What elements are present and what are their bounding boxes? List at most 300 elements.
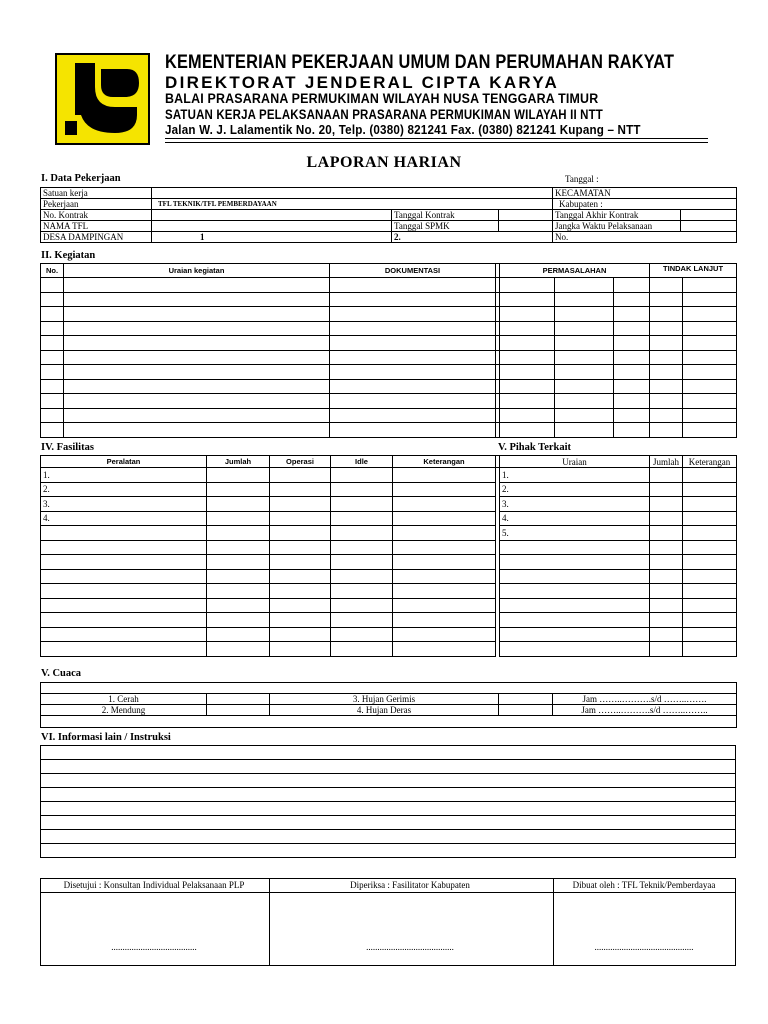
col-peralatan-header: Peralatan bbox=[41, 456, 207, 468]
fasilitas-row[interactable] bbox=[41, 584, 737, 599]
fasilitas-cell[interactable] bbox=[207, 526, 270, 541]
pihak-cell[interactable] bbox=[683, 468, 737, 483]
kegiatan-cell[interactable] bbox=[555, 379, 614, 394]
kegiatan-cell[interactable] bbox=[64, 408, 330, 423]
cuaca-mendung-label: 2. Mendung bbox=[41, 705, 207, 716]
kegiatan-cell[interactable] bbox=[683, 394, 737, 409]
fasilitas-cell[interactable] bbox=[393, 627, 496, 642]
fasilitas-row[interactable] bbox=[41, 526, 737, 541]
pihak-cell[interactable]: 4. bbox=[500, 511, 650, 526]
pihak-cell[interactable] bbox=[650, 497, 683, 512]
kegiatan-cell[interactable] bbox=[64, 365, 330, 380]
informasi-line[interactable] bbox=[41, 746, 736, 760]
kegiatan-cell[interactable] bbox=[614, 394, 650, 409]
section-informasi-title: VI. Informasi lain / Instruksi bbox=[41, 732, 171, 743]
pihak-cell[interactable] bbox=[500, 540, 650, 555]
disetujui-signature-line[interactable]: ...................................... bbox=[111, 942, 197, 952]
fasilitas-cell[interactable] bbox=[270, 555, 331, 570]
col-uraian-header: Uraian kegiatan bbox=[64, 264, 330, 278]
kegiatan-cell[interactable] bbox=[614, 365, 650, 380]
fasilitas-cell[interactable] bbox=[41, 642, 207, 657]
informasi-line[interactable] bbox=[41, 760, 736, 774]
kegiatan-cell[interactable] bbox=[330, 307, 496, 322]
kegiatan-cell[interactable] bbox=[614, 278, 650, 293]
tanggal-spmk-label: Tanggal SPMK bbox=[392, 221, 499, 232]
dibuat-label: Dibuat oleh : TFL Teknik/Pemberdayaa bbox=[572, 880, 716, 890]
satuan-kerja-label: Satuan kerja bbox=[41, 188, 152, 199]
informasi-line[interactable] bbox=[41, 816, 736, 830]
fasilitas-cell[interactable]: 4. bbox=[41, 511, 207, 526]
kegiatan-cell[interactable] bbox=[64, 350, 330, 365]
tanggal-akhir-field[interactable] bbox=[681, 210, 737, 221]
pihak-cell[interactable] bbox=[650, 598, 683, 613]
pihak-cell[interactable] bbox=[500, 627, 650, 642]
desa-2[interactable]: 2. bbox=[392, 232, 553, 243]
kegiatan-cell[interactable] bbox=[500, 307, 555, 322]
fasilitas-cell[interactable] bbox=[207, 642, 270, 657]
section-fasilitas-title: IV. Fasilitas bbox=[41, 442, 94, 453]
kegiatan-cell[interactable] bbox=[555, 321, 614, 336]
kegiatan-cell[interactable] bbox=[500, 321, 555, 336]
kegiatan-cell[interactable] bbox=[500, 278, 555, 293]
kegiatan-cell[interactable] bbox=[650, 307, 683, 322]
kegiatan-cell[interactable] bbox=[614, 350, 650, 365]
fasilitas-cell[interactable] bbox=[270, 511, 331, 526]
col-dokumentasi-header: DOKUMENTASI bbox=[330, 264, 496, 278]
fasilitas-cell[interactable] bbox=[207, 627, 270, 642]
balai-name: BALAI PRASARANA PERMUKIMAN WILAYAH NUSA TENGGARA TIMUR bbox=[165, 91, 599, 106]
fasilitas-row[interactable] bbox=[41, 497, 737, 512]
diperiksa-label: Diperiksa : Fasilitator Kabupaten bbox=[350, 880, 470, 890]
fasilitas-cell[interactable] bbox=[331, 613, 393, 628]
diperiksa-signature-line[interactable]: ....................................... bbox=[366, 942, 454, 952]
fasilitas-cell[interactable] bbox=[207, 584, 270, 599]
fasilitas-cell[interactable] bbox=[270, 642, 331, 657]
kegiatan-cell[interactable] bbox=[555, 292, 614, 307]
kegiatan-cell[interactable] bbox=[64, 423, 330, 438]
cuaca-jam-1[interactable]: Jam ……..……….s/d ……..……. bbox=[553, 694, 737, 705]
informasi-line[interactable] bbox=[41, 802, 736, 816]
fasilitas-cell[interactable] bbox=[331, 511, 393, 526]
fasilitas-cell[interactable] bbox=[41, 555, 207, 570]
kegiatan-row[interactable] bbox=[41, 307, 737, 322]
kecamatan-label: KECAMATAN bbox=[553, 188, 737, 199]
jangka-waktu-field[interactable] bbox=[681, 221, 737, 232]
pihak-cell[interactable] bbox=[683, 511, 737, 526]
tanggal-spmk-field[interactable] bbox=[499, 221, 553, 232]
pihak-cell[interactable] bbox=[650, 627, 683, 642]
fasilitas-row[interactable] bbox=[41, 555, 737, 570]
pihak-cell[interactable] bbox=[500, 555, 650, 570]
pihak-cell[interactable]: 1. bbox=[500, 468, 650, 483]
fasilitas-cell[interactable] bbox=[270, 526, 331, 541]
kegiatan-cell[interactable] bbox=[500, 408, 555, 423]
kegiatan-cell[interactable] bbox=[500, 365, 555, 380]
kegiatan-cell[interactable] bbox=[41, 350, 64, 365]
cuaca-jam-2[interactable]: Jam ……..……….s/d ……..…….. bbox=[553, 705, 737, 716]
kegiatan-cell[interactable] bbox=[650, 321, 683, 336]
fasilitas-cell[interactable] bbox=[41, 584, 207, 599]
kegiatan-cell[interactable] bbox=[555, 423, 614, 438]
pihak-cell[interactable] bbox=[683, 555, 737, 570]
satuan-kerja-field[interactable] bbox=[152, 188, 553, 199]
fasilitas-cell[interactable] bbox=[331, 468, 393, 483]
kegiatan-row[interactable] bbox=[41, 423, 737, 438]
kegiatan-cell[interactable] bbox=[683, 350, 737, 365]
kegiatan-cell[interactable] bbox=[330, 292, 496, 307]
tanggal-label: Tanggal : bbox=[565, 174, 599, 184]
col-operasi-header: Operasi bbox=[270, 456, 331, 468]
informasi-row[interactable] bbox=[41, 760, 736, 774]
pihak-cell[interactable] bbox=[500, 642, 650, 657]
desa-label: DESA DAMPINGAN bbox=[41, 232, 152, 243]
section-cuaca-title: V. Cuaca bbox=[41, 668, 82, 679]
fasilitas-cell[interactable] bbox=[207, 540, 270, 555]
kegiatan-cell[interactable] bbox=[614, 292, 650, 307]
col-permasalahan-header: PERMASALAHAN bbox=[500, 264, 650, 278]
kegiatan-cell[interactable] bbox=[41, 336, 64, 351]
fasilitas-row[interactable] bbox=[41, 511, 737, 526]
fasilitas-cell[interactable] bbox=[207, 598, 270, 613]
pihak-cell[interactable] bbox=[500, 584, 650, 599]
kegiatan-cell[interactable] bbox=[650, 292, 683, 307]
informasi-row[interactable] bbox=[41, 844, 736, 858]
cuaca-deras-label: 4. Hujan Deras bbox=[270, 705, 499, 716]
kegiatan-cell[interactable] bbox=[683, 379, 737, 394]
informasi-line[interactable] bbox=[41, 830, 736, 844]
kegiatan-cell[interactable] bbox=[555, 307, 614, 322]
fasilitas-cell[interactable] bbox=[331, 526, 393, 541]
fasilitas-cell[interactable] bbox=[393, 526, 496, 541]
fasilitas-cell[interactable] bbox=[393, 497, 496, 512]
nama-tfl-label: NAMA TFL bbox=[41, 221, 152, 232]
kegiatan-cell[interactable] bbox=[64, 379, 330, 394]
kegiatan-cell[interactable] bbox=[500, 394, 555, 409]
pihak-cell[interactable]: 3. bbox=[500, 497, 650, 512]
fasilitas-cell[interactable] bbox=[331, 482, 393, 497]
tanggal-kontrak-field[interactable] bbox=[499, 210, 553, 221]
fasilitas-cell[interactable] bbox=[270, 627, 331, 642]
office-address: Jalan W. J. Lalamentik No. 20, Telp. (0380) 821241 Fax. (0380) 821241 Kupang – NTT bbox=[165, 123, 641, 137]
fasilitas-cell[interactable]: 1. bbox=[41, 468, 207, 483]
fasilitas-cell[interactable] bbox=[393, 598, 496, 613]
col-keterangan-header: Keterangan bbox=[393, 456, 496, 468]
dibuat-signature-line[interactable]: ............................................ bbox=[594, 942, 694, 952]
fasilitas-row[interactable] bbox=[41, 569, 737, 584]
fasilitas-cell[interactable] bbox=[331, 497, 393, 512]
informasi-row[interactable] bbox=[41, 816, 736, 830]
informasi-row[interactable] bbox=[41, 830, 736, 844]
kegiatan-cell[interactable] bbox=[500, 350, 555, 365]
kegiatan-cell[interactable] bbox=[64, 336, 330, 351]
kegiatan-row[interactable] bbox=[41, 379, 737, 394]
fasilitas-cell[interactable] bbox=[393, 642, 496, 657]
pihak-cell[interactable] bbox=[650, 511, 683, 526]
col-no-header: No. bbox=[41, 264, 64, 278]
pekerjaan-label: Pekerjaan bbox=[41, 199, 152, 210]
pihak-cell[interactable] bbox=[683, 540, 737, 555]
kegiatan-cell[interactable] bbox=[650, 278, 683, 293]
pihak-cell[interactable] bbox=[683, 497, 737, 512]
fasilitas-cell[interactable] bbox=[270, 598, 331, 613]
fasilitas-cell[interactable] bbox=[270, 468, 331, 483]
kegiatan-cell[interactable] bbox=[650, 394, 683, 409]
col-tindak-lanjut-header: TINDAK LANJUT bbox=[650, 264, 737, 278]
cuaca-gerimis-check[interactable] bbox=[499, 694, 553, 705]
kegiatan-cell[interactable] bbox=[41, 423, 64, 438]
kegiatan-cell[interactable] bbox=[683, 278, 737, 293]
kegiatan-cell[interactable] bbox=[330, 408, 496, 423]
fasilitas-cell[interactable] bbox=[41, 613, 207, 628]
kegiatan-row[interactable] bbox=[41, 394, 737, 409]
fasilitas-cell[interactable] bbox=[270, 482, 331, 497]
fasilitas-cell[interactable] bbox=[270, 497, 331, 512]
kegiatan-cell[interactable] bbox=[683, 321, 737, 336]
kegiatan-cell[interactable] bbox=[650, 336, 683, 351]
fasilitas-table bbox=[40, 455, 737, 657]
fasilitas-cell[interactable] bbox=[393, 555, 496, 570]
kegiatan-cell[interactable] bbox=[41, 321, 64, 336]
kegiatan-row[interactable] bbox=[41, 350, 737, 365]
kegiatan-cell[interactable] bbox=[614, 307, 650, 322]
kegiatan-cell[interactable] bbox=[555, 365, 614, 380]
fasilitas-cell[interactable] bbox=[393, 511, 496, 526]
pihak-cell[interactable] bbox=[650, 584, 683, 599]
kegiatan-row[interactable] bbox=[41, 336, 737, 351]
pihak-cell[interactable] bbox=[683, 482, 737, 497]
no-kontrak-field[interactable] bbox=[152, 210, 392, 221]
kegiatan-cell[interactable] bbox=[614, 379, 650, 394]
pihak-cell[interactable]: 2. bbox=[500, 482, 650, 497]
kegiatan-cell[interactable] bbox=[500, 292, 555, 307]
pihak-cell[interactable] bbox=[650, 482, 683, 497]
kegiatan-cell[interactable] bbox=[41, 365, 64, 380]
informasi-line[interactable] bbox=[41, 788, 736, 802]
fasilitas-cell[interactable] bbox=[393, 468, 496, 483]
fasilitas-cell[interactable] bbox=[207, 555, 270, 570]
fasilitas-cell[interactable] bbox=[41, 569, 207, 584]
kegiatan-cell[interactable] bbox=[650, 365, 683, 380]
kegiatan-cell[interactable] bbox=[555, 336, 614, 351]
kegiatan-cell[interactable] bbox=[330, 321, 496, 336]
fasilitas-cell[interactable] bbox=[331, 540, 393, 555]
fasilitas-row[interactable] bbox=[41, 482, 737, 497]
fasilitas-cell[interactable] bbox=[270, 569, 331, 584]
fasilitas-cell[interactable] bbox=[393, 482, 496, 497]
fasilitas-cell[interactable] bbox=[393, 613, 496, 628]
fasilitas-cell[interactable] bbox=[207, 613, 270, 628]
pihak-cell[interactable] bbox=[683, 569, 737, 584]
fasilitas-cell[interactable]: 2. bbox=[41, 482, 207, 497]
fasilitas-cell[interactable] bbox=[393, 540, 496, 555]
col-keterangan-pihak-header: Keterangan bbox=[683, 456, 737, 468]
kabupaten-label: Kabupaten : bbox=[553, 199, 737, 210]
kegiatan-cell[interactable] bbox=[555, 278, 614, 293]
fasilitas-row[interactable] bbox=[41, 540, 737, 555]
kegiatan-cell[interactable] bbox=[650, 379, 683, 394]
kegiatan-table bbox=[40, 263, 737, 438]
signature-header-rule bbox=[40, 892, 736, 893]
informasi-row[interactable] bbox=[41, 746, 736, 760]
pihak-cell[interactable] bbox=[683, 584, 737, 599]
desa-1[interactable]: 1 bbox=[152, 232, 392, 243]
kegiatan-cell[interactable] bbox=[650, 350, 683, 365]
disetujui-label: Disetujui : Konsultan Individual Pelaksanaan PLP bbox=[63, 880, 245, 890]
pihak-cell[interactable] bbox=[650, 540, 683, 555]
fasilitas-cell[interactable] bbox=[393, 569, 496, 584]
cuaca-gerimis-label: 3. Hujan Gerimis bbox=[270, 694, 499, 705]
kegiatan-cell[interactable] bbox=[41, 408, 64, 423]
informasi-row[interactable] bbox=[41, 802, 736, 816]
fasilitas-cell[interactable] bbox=[393, 584, 496, 599]
kegiatan-cell[interactable] bbox=[650, 408, 683, 423]
kegiatan-cell[interactable] bbox=[330, 423, 496, 438]
kegiatan-cell[interactable] bbox=[41, 394, 64, 409]
pihak-cell[interactable] bbox=[683, 627, 737, 642]
fasilitas-row[interactable] bbox=[41, 598, 737, 613]
fasilitas-cell[interactable] bbox=[331, 598, 393, 613]
jangka-waktu-label: Jangka Waktu Pelaksanaan bbox=[553, 221, 681, 232]
kegiatan-cell[interactable] bbox=[64, 292, 330, 307]
cuaca-mendung-check[interactable] bbox=[207, 705, 270, 716]
desa-no[interactable]: No. bbox=[553, 232, 737, 243]
kegiatan-cell[interactable] bbox=[555, 408, 614, 423]
fasilitas-row[interactable] bbox=[41, 642, 737, 657]
pihak-cell[interactable] bbox=[650, 613, 683, 628]
fasilitas-cell[interactable] bbox=[207, 569, 270, 584]
kegiatan-cell[interactable] bbox=[683, 365, 737, 380]
directorate-name: DIREKTORAT JENDERAL CIPTA KARYA bbox=[165, 73, 560, 92]
section-data-pekerjaan-title: I. Data Pekerjaan bbox=[41, 173, 121, 184]
kegiatan-cell[interactable] bbox=[650, 423, 683, 438]
kegiatan-cell[interactable] bbox=[64, 278, 330, 293]
kegiatan-cell[interactable] bbox=[330, 278, 496, 293]
fasilitas-row[interactable] bbox=[41, 627, 737, 642]
cuaca-cerah-label: 1. Cerah bbox=[41, 694, 207, 705]
pihak-cell[interactable] bbox=[500, 613, 650, 628]
kegiatan-cell[interactable] bbox=[64, 394, 330, 409]
fasilitas-cell[interactable] bbox=[207, 482, 270, 497]
kegiatan-cell[interactable] bbox=[64, 307, 330, 322]
kegiatan-cell[interactable] bbox=[614, 321, 650, 336]
fasilitas-cell[interactable] bbox=[331, 584, 393, 599]
kegiatan-cell[interactable] bbox=[555, 350, 614, 365]
fasilitas-cell[interactable] bbox=[270, 540, 331, 555]
fasilitas-cell[interactable] bbox=[207, 497, 270, 512]
kegiatan-cell[interactable] bbox=[41, 292, 64, 307]
kegiatan-cell[interactable] bbox=[330, 394, 496, 409]
informasi-line[interactable] bbox=[41, 844, 736, 858]
kegiatan-cell[interactable] bbox=[683, 307, 737, 322]
fasilitas-cell[interactable] bbox=[270, 584, 331, 599]
col-idle-header: Idle bbox=[331, 456, 393, 468]
cuaca-deras-check[interactable] bbox=[499, 705, 553, 716]
kegiatan-row[interactable] bbox=[41, 321, 737, 336]
kegiatan-cell[interactable] bbox=[683, 336, 737, 351]
fasilitas-cell[interactable]: 3. bbox=[41, 497, 207, 512]
fasilitas-cell[interactable] bbox=[41, 627, 207, 642]
kegiatan-cell[interactable] bbox=[500, 423, 555, 438]
pihak-cell[interactable] bbox=[683, 598, 737, 613]
informasi-row[interactable] bbox=[41, 788, 736, 802]
tanggal-akhir-label: Tanggal Akhir Kontrak bbox=[553, 210, 681, 221]
ministry-name: KEMENTERIAN PEKERJAAN UMUM DAN PERUMAHAN RAKYAT bbox=[165, 52, 675, 73]
kegiatan-cell[interactable] bbox=[41, 307, 64, 322]
kegiatan-cell[interactable] bbox=[41, 278, 64, 293]
kegiatan-cell[interactable] bbox=[330, 365, 496, 380]
fasilitas-cell[interactable] bbox=[331, 569, 393, 584]
kegiatan-cell[interactable] bbox=[330, 350, 496, 365]
fasilitas-row[interactable] bbox=[41, 468, 737, 483]
fasilitas-cell[interactable] bbox=[41, 540, 207, 555]
kegiatan-row[interactable] bbox=[41, 365, 737, 380]
kegiatan-cell[interactable] bbox=[500, 336, 555, 351]
fasilitas-cell[interactable] bbox=[331, 555, 393, 570]
kegiatan-cell[interactable] bbox=[683, 423, 737, 438]
data-pekerjaan-table bbox=[40, 187, 737, 243]
kegiatan-row[interactable] bbox=[41, 408, 737, 423]
cuaca-table bbox=[40, 682, 737, 728]
informasi-table bbox=[40, 745, 736, 858]
header-rule-thin bbox=[165, 142, 708, 143]
kegiatan-cell[interactable] bbox=[614, 408, 650, 423]
pihak-cell[interactable] bbox=[650, 468, 683, 483]
fasilitas-cell[interactable] bbox=[270, 613, 331, 628]
ministry-logo bbox=[55, 53, 150, 145]
pihak-cell[interactable] bbox=[683, 613, 737, 628]
pihak-cell[interactable] bbox=[500, 569, 650, 584]
cuaca-cerah-check[interactable] bbox=[207, 694, 270, 705]
pihak-cell[interactable] bbox=[683, 642, 737, 657]
kegiatan-cell[interactable] bbox=[614, 423, 650, 438]
kegiatan-cell[interactable] bbox=[683, 408, 737, 423]
kegiatan-cell[interactable] bbox=[330, 336, 496, 351]
fasilitas-row[interactable] bbox=[41, 613, 737, 628]
pihak-cell[interactable] bbox=[650, 642, 683, 657]
fasilitas-cell[interactable] bbox=[331, 627, 393, 642]
fasilitas-cell[interactable] bbox=[41, 526, 207, 541]
informasi-line[interactable] bbox=[41, 774, 736, 788]
pihak-cell[interactable] bbox=[650, 569, 683, 584]
fasilitas-cell[interactable] bbox=[331, 642, 393, 657]
kegiatan-cell[interactable] bbox=[614, 336, 650, 351]
section-pihak-terkait-title: V. Pihak Terkait bbox=[498, 442, 572, 453]
kegiatan-cell[interactable] bbox=[64, 321, 330, 336]
no-kontrak-label: No. Kontrak bbox=[41, 210, 152, 221]
satker-name: SATUAN KERJA PELAKSANAAN PRASARANA PERMUKIMAN WILAYAH II NTT bbox=[165, 107, 603, 122]
kegiatan-row[interactable] bbox=[41, 292, 737, 307]
fasilitas-cell[interactable] bbox=[207, 468, 270, 483]
pihak-cell[interactable] bbox=[650, 526, 683, 541]
pihak-cell[interactable]: 5. bbox=[500, 526, 650, 541]
kegiatan-cell[interactable] bbox=[500, 379, 555, 394]
report-title: LAPORAN HARIAN bbox=[306, 154, 462, 171]
kegiatan-row[interactable] bbox=[41, 278, 737, 293]
kegiatan-cell[interactable] bbox=[41, 379, 64, 394]
fasilitas-cell[interactable] bbox=[41, 598, 207, 613]
pihak-cell[interactable] bbox=[683, 526, 737, 541]
pihak-cell[interactable] bbox=[500, 598, 650, 613]
nama-tfl-field[interactable] bbox=[152, 221, 392, 232]
section-kegiatan-title: II. Kegiatan bbox=[41, 250, 96, 261]
kegiatan-cell[interactable] bbox=[555, 394, 614, 409]
kegiatan-cell[interactable] bbox=[683, 292, 737, 307]
col-uraian-pihak-header: Uraian bbox=[500, 456, 650, 468]
pihak-cell[interactable] bbox=[650, 555, 683, 570]
fasilitas-cell[interactable] bbox=[207, 511, 270, 526]
informasi-row[interactable] bbox=[41, 774, 736, 788]
kegiatan-cell[interactable] bbox=[330, 379, 496, 394]
